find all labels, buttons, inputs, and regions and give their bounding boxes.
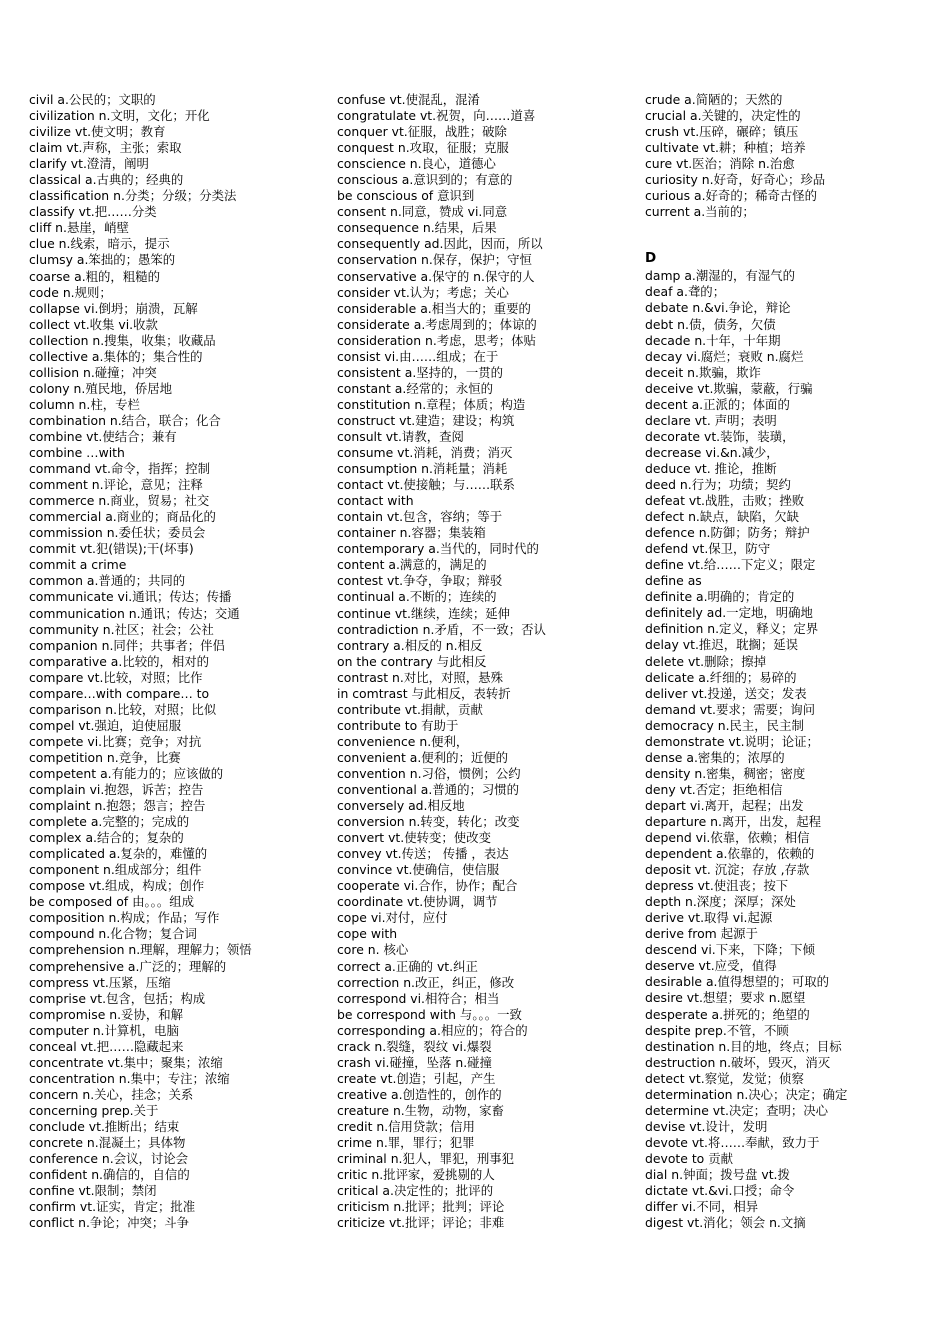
vocab-entry: command vt.命令，指挥；控制	[29, 461, 211, 477]
vocab-entry: consent n.同意，赞成 vi.同意	[337, 204, 508, 220]
vocab-entry: dependent a.依靠的，依赖的	[645, 846, 815, 862]
vocab-entry: define as	[645, 573, 702, 589]
vocab-entry: compete vi.比赛；竞争；对抗	[29, 733, 202, 749]
vocab-entry: convey vt.传送； 传播 ，表达	[337, 846, 509, 862]
vocab-entry: consistent a.坚持的，一贯的	[337, 364, 503, 380]
vocab-entry: density n.密集，稠密；密度	[645, 765, 806, 781]
vocab-entry: devote to 贡献	[645, 1150, 733, 1166]
vocab-entry: consist vi.由……组成；在于	[337, 348, 499, 364]
vocab-entry: deserve vt.应受，值得	[645, 958, 777, 974]
vocab-entry: concentrate vt.集中；聚集；浓缩	[29, 1054, 223, 1070]
vocab-entry: conclude vt.推断出；结束	[29, 1119, 180, 1134]
vocab-entry: classical a.古典的；经典的	[29, 172, 184, 188]
vocab-entry: depend vi.依靠，依赖；相信	[645, 830, 810, 846]
vocab-entry: correct a.正确的 vt.纠正	[337, 958, 478, 974]
vocab-entry: criticize vt.批评；评论；非难	[337, 1215, 505, 1231]
vocab-entry: colony n.殖民地，侨居地	[29, 380, 173, 396]
vocab-entry: companion n.同伴；共事者；伴侣	[29, 637, 225, 653]
vocab-entry: deliver vt.投递，送交；发表	[645, 685, 807, 701]
vocab-entry: in comtrast 与此相反，表转折	[337, 685, 511, 701]
vocab-entry: core n. 核心	[337, 942, 409, 958]
vocab-entry: dictate vt.&vi.口授；命令	[645, 1183, 795, 1199]
vocab-entry: crude a.简陋的；天然的	[645, 92, 783, 107]
vocab-entry: convenient a.便利的；近便的	[337, 749, 509, 765]
vocab-entry: complaint n.抱怨；怨言；控告	[29, 798, 206, 814]
vocab-entry: conscience n.良心，道德心	[337, 156, 496, 172]
vocab-entry: competition n.竞争，比赛	[29, 749, 181, 765]
vocab-entry: crucial a.关键的，决定性的	[645, 108, 801, 124]
vocab-entry: consumption n.消耗量；消耗	[337, 461, 508, 477]
vocab-entry: combine …with	[29, 445, 125, 461]
vocab-entry: criticism n.批评；批判；评论	[337, 1199, 505, 1215]
vocab-entry: competent a.有能力的；应该做的	[29, 765, 224, 781]
vocab-entry: claim vt.声称，主张；索取	[29, 140, 182, 156]
vocab-entry: clumsy a.笨拙的；愚笨的	[29, 252, 176, 268]
vocab-entry: deceit n.欺骗，欺诈	[645, 364, 761, 380]
vocab-entry: consume vt.消耗，消费；消灭	[337, 445, 513, 461]
vocab-entry: contemporary a.当代的，同时代的	[337, 541, 539, 557]
vocab-entry: departure n.离开，出发，起程	[645, 813, 822, 829]
vocab-entry: concrete n.混凝土；具体物	[29, 1135, 186, 1151]
vocab-entry: content a.满意的，满足的	[337, 557, 487, 573]
vocab-entry: demand vt.要求；需要；询问	[645, 701, 816, 717]
vocab-entry: compound n.化合物；复合词	[29, 926, 197, 942]
vocab-entry: criminal n.犯人，罪犯，刑事犯	[337, 1151, 514, 1167]
vocab-entry: definitely ad.一定地，明确地	[645, 605, 813, 621]
vocab-entry: creature n.生物，动物，家畜	[337, 1102, 504, 1118]
vocab-entry: considerable a.相当大的；重要的	[337, 300, 531, 316]
vocab-entry: deny vt.否定；拒绝相信	[645, 781, 783, 797]
vocab-entry: coordinate vt.使协调，调节	[337, 894, 498, 910]
vocab-entry: conceal vt.把……隐藏起来	[29, 1038, 184, 1054]
vocab-entry: collapse vi.倒坍；崩溃，瓦解	[29, 300, 198, 316]
vocab-entry: cliff n.悬崖，峭壁	[29, 220, 129, 236]
vocab-entry: consequently ad.因此，因而，所以	[337, 236, 543, 252]
vocab-entry: congratulate vt.祝贺，向……道喜	[337, 108, 536, 124]
vocab-entry: compel vt.强迫，迫使屈服	[29, 717, 182, 733]
vocab-entry: collision n.碰撞；冲突	[29, 364, 157, 380]
vocab-entry: column n.柱，专栏	[29, 396, 140, 412]
vocab-entry: commission n.委任状；委员会	[29, 525, 206, 541]
vocab-entry: constitution n.章程；体质；构造	[337, 396, 526, 412]
vocab-entry: comprehension n.理解，理解力；领悟	[29, 942, 252, 958]
column-3	[645, 92, 945, 1231]
vocab-entry: conquest n.攻取，征服；克服	[337, 140, 509, 156]
vocab-entry: component n.组成部分；组件	[29, 862, 202, 878]
vocab-entry: dial n.钟面；拨号盘 vt.拨	[645, 1167, 790, 1182]
vocab-entry: continual a.不断的；连续的	[337, 589, 497, 605]
vocab-entry: derive from 起源于	[645, 926, 758, 942]
vocab-entry: contrast n.对比，对照，悬殊	[337, 669, 503, 685]
vocab-entry: comprise vt.包含，包括；构成	[29, 990, 206, 1006]
column-3-entries-d	[645, 268, 945, 1231]
vocab-entry: confine vt.限制；禁闭	[29, 1183, 157, 1199]
vocab-entry: delay vt.推迟，耽搁；延误	[645, 637, 799, 653]
vocab-entry: curiosity n.好奇，好奇心；珍品	[645, 172, 826, 188]
vocab-entry: corresponding a.相应的；符合的	[337, 1022, 528, 1038]
vocab-entry: delete vt.删除；擦掉	[645, 653, 767, 669]
vocab-entry: descend vi.下来，下降；下倾	[645, 942, 815, 958]
vocab-entry: despite prep.不管，不顾	[645, 1022, 789, 1038]
vocab-entry: decay vi.腐烂；衰败 n.腐烂	[645, 348, 804, 364]
vocab-entry: desire vt.想望；要求 n.愿望	[645, 990, 806, 1006]
vocab-entry: debate n.&vi.争论，辩论	[645, 300, 791, 316]
vocab-entry: crash vi.碰撞，坠落 n.碰撞	[337, 1054, 492, 1070]
vocab-entry: communicate vi.通讯；传达；传播	[29, 589, 232, 605]
vocab-entry: desirable a.值得想望的；可取的	[645, 974, 829, 990]
vocab-entry: determination n.决心；决定；确定	[645, 1086, 848, 1102]
vocab-entry: cope vi.对付，应付	[337, 910, 448, 926]
vocab-entry: current a.当前的；	[645, 204, 755, 220]
vocab-entry: decent a.正派的；体面的	[645, 396, 790, 412]
vocab-entry: consequence n.结果，后果	[337, 220, 497, 236]
vocab-entry: be correspond with 与。。。一致	[337, 1006, 522, 1022]
vocab-entry: civilization n.文明，文化；开化	[29, 108, 210, 124]
vocab-entry: consider vt.认为；考虑；关心	[337, 284, 509, 300]
vocab-entry: clarify vt.澄清，阐明	[29, 156, 149, 172]
vocab-entry: debt n.债，债务，欠债	[645, 316, 776, 332]
vocab-entry: commit a crime	[29, 557, 127, 573]
vocab-entry: conservative a.保守的 n.保守的人	[337, 268, 535, 284]
vocab-entry: conference n.会议，讨论会	[29, 1151, 189, 1167]
vocab-entry: cure vt.医治；消除 n.治愈	[645, 156, 795, 172]
vocab-entry: desperate a.拼死的；绝望的	[645, 1006, 810, 1022]
vocab-entry: curious a.好奇的；稀奇古怪的	[645, 188, 818, 204]
column-2	[337, 92, 637, 1231]
vocab-entry: digest vt.消化；领会 n.文摘	[645, 1215, 806, 1231]
vocab-entry: depart vi.离开，起程；出发	[645, 797, 804, 813]
vocab-entry: conventional a.普通的；习惯的	[337, 782, 520, 798]
vocab-entry: critic n.批评家，爱挑剔的人	[337, 1167, 495, 1183]
vocab-entry: compose vt.组成，构成；创作	[29, 878, 205, 894]
vocab-entry: define vt.给……下定义；限定	[645, 557, 816, 573]
vocab-entry: classification n.分类；分级；分类法	[29, 188, 237, 204]
vocab-entry: declare vt. 声明；表明	[645, 412, 777, 428]
vocab-entry: credit n.信用贷款；信用	[337, 1119, 475, 1134]
vocab-entry: demonstrate vt.说明；论证；	[645, 733, 819, 749]
vocab-entry: constant a.经常的；永恒的	[337, 380, 494, 396]
vocab-entry: determine vt.决定；查明；决心	[645, 1102, 829, 1118]
vocab-entry: contribute vt.捐献，贡献	[337, 701, 483, 717]
vocab-entry: deed n.行为；功绩；契约	[645, 476, 791, 492]
vocab-entry: common a.普通的；共同的	[29, 573, 186, 589]
vocab-entry: dense a.密集的；浓厚的	[645, 749, 785, 765]
vocab-entry: communication n.通讯；传达；交通	[29, 605, 240, 621]
vocab-entry: construct vt.建造；建设；构筑	[337, 412, 515, 428]
vocab-entry: commercial a.商业的；商品化的	[29, 509, 216, 525]
vocab-entry: correction n.改正，纠正，修改	[337, 974, 515, 990]
vocab-entry: cooperate vi.合作，协作；配合	[337, 878, 518, 894]
vocab-entry: democracy n.民主，民主制	[645, 717, 804, 733]
vocab-entry: correspond vi.相符合；相当	[337, 990, 500, 1006]
vocab-entry: commerce n.商业，贸易；社交	[29, 493, 210, 509]
vocab-entry: differ vi.不同，相异	[645, 1199, 759, 1215]
vocab-entry: compare vt.比较，对照；比作	[29, 669, 203, 685]
column-1	[29, 92, 329, 1231]
vocab-entry: decade n.十年，十年期	[645, 332, 781, 348]
vocab-entry: contact vt.使接触；与……联系	[337, 477, 515, 493]
vocab-entry: compare…with compare… to	[29, 685, 210, 701]
vocab-entry: derive vt.取得 vi.起源	[645, 910, 773, 926]
vocab-entry: devise vt.设计，发明	[645, 1118, 768, 1134]
vocab-entry: on the contrary 与此相反	[337, 653, 487, 669]
section-heading-d: D	[645, 250, 657, 267]
vocab-entry: conflict n.争论；冲突；斗争	[29, 1215, 190, 1231]
vocab-entry: decrease vi.&n.减少，	[645, 444, 779, 460]
vocab-entry: definition n.定义，释义；定界	[645, 621, 819, 637]
vocab-entry: collective a.集体的；集合性的	[29, 348, 203, 364]
vocab-entry: composition n.构成；作品；写作	[29, 910, 220, 926]
vocab-entry: decorate vt.装饰，装璜，	[645, 428, 795, 444]
vocab-entry: contradiction n.矛盾，不一致；否认	[337, 621, 546, 637]
vocab-entry: confident n.确信的，自信的	[29, 1167, 190, 1183]
vocab-entry: complex a.结合的；复杂的	[29, 830, 184, 846]
vocab-entry: crush vt.压碎，碾碎；镇压	[645, 124, 799, 140]
vocab-entry: deduce vt. 推论，推断	[645, 460, 777, 476]
vocab-entry: contribute to 有助于	[337, 717, 459, 733]
vocab-entry: deceive vt.欺骗，蒙蔽，行骗	[645, 380, 813, 396]
vocab-entry: creative a.创造性的，创作的	[337, 1086, 502, 1102]
vocab-entry: commit vt.犯(错误);干(坏事)	[29, 541, 194, 557]
vocab-entry: concerning prep.关于	[29, 1102, 159, 1118]
vocab-entry: conversely ad.相反地	[337, 798, 465, 814]
vocab-entry: comprehensive a.广泛的；理解的	[29, 958, 227, 974]
vocab-entry: civil a.公民的；文职的	[29, 92, 156, 107]
vocab-entry: complete a.完整的；完成的	[29, 814, 190, 830]
vocab-entry: confuse vt.使混乱，混淆	[337, 92, 480, 107]
vocab-entry: consideration n.考虑，思考；体贴	[337, 332, 536, 348]
vocab-entry: comment n.评论，意见；注释	[29, 477, 203, 493]
vocab-entry: defend vt.保卫，防守	[645, 541, 771, 557]
vocab-entry: convert vt.使转变；使改变	[337, 830, 491, 846]
vocab-entry: convenience n.便利，	[337, 733, 469, 749]
vocab-entry: depth n.深度；深厚；深处	[645, 894, 796, 910]
vocab-entry: civilize vt.使文明；教育	[29, 124, 166, 140]
vocab-entry: code n.规则；	[29, 284, 112, 300]
vocab-entry: convention n.习俗，惯例；公约	[337, 765, 521, 781]
vocab-entry: conscious a.意识到的；有意的	[337, 172, 513, 188]
vocab-entry: compromise n.妥协，和解	[29, 1006, 184, 1022]
vocab-entry: deposit vt. 沉淀；存放 ,存款	[645, 862, 810, 878]
vocab-entry: conversion n.转变，转化；改变	[337, 814, 520, 830]
vocab-entry: combine vt.使结合；兼有	[29, 428, 177, 444]
vocab-entry: classify vt.把……分类	[29, 204, 157, 220]
vocab-entry: concentration n.集中；专注；浓缩	[29, 1070, 230, 1086]
vocab-entry: defence n.防御；防务；辩护	[645, 525, 810, 541]
vocab-entry: convince vt.使确信，使信服	[337, 862, 500, 878]
vocab-entry: comparison n.比较，对照；比似	[29, 701, 217, 717]
vocab-entry: devote vt.将……奉献，致力于	[645, 1134, 820, 1150]
vocab-entry: collection n.搜集，收集；收藏品	[29, 332, 216, 348]
vocab-entry: continue vt.继续，连续；延伸	[337, 605, 511, 621]
vocab-entry: combination n.结合，联合；化合	[29, 412, 221, 428]
vocab-entry: detect vt.察觉，发觉；侦察	[645, 1070, 804, 1086]
vocab-entry: community n.社区；社会；公社	[29, 621, 214, 637]
vocab-entry: be conscious of 意识到	[337, 188, 475, 204]
vocab-entry: delicate a.纤细的；易碎的	[645, 669, 797, 685]
vocab-entry: container n.容器；集装箱	[337, 525, 486, 541]
vocab-entry: be composed of 由。。。组成	[29, 894, 195, 910]
vocab-entry: considerate a.考虑周到的；体谅的	[337, 316, 537, 332]
vocab-entry: comparative a.比较的，相对的	[29, 653, 210, 669]
vocab-entry: defeat vt.战胜，击败；挫败	[645, 493, 805, 509]
vocab-entry: destination n.目的地，终点；目标	[645, 1038, 842, 1054]
vocab-entry: depress vt.使沮丧；按下	[645, 878, 789, 894]
vocab-entry: conservation n.保存，保护；守恒	[337, 252, 532, 268]
vocab-entry: conquer vt.征服，战胜；破除	[337, 124, 507, 140]
vocab-entry: critical a.决定性的；批评的	[337, 1183, 494, 1199]
vocab-entry: clue n.线索，暗示，提示	[29, 236, 170, 252]
vocab-entry: create vt.创造；引起，产生	[337, 1070, 496, 1086]
vocab-entry: deaf a.聋的；	[645, 284, 726, 300]
column-3-entries-c	[645, 92, 945, 220]
vocab-entry: consult vt.请教，查阅	[337, 428, 464, 444]
vocab-entry: computer n.计算机，电脑	[29, 1022, 179, 1038]
vocab-entry: destruction n.破坏，毁灭，消灭	[645, 1054, 831, 1070]
vocab-entry: concern n.关心，挂念；关系	[29, 1086, 194, 1102]
vocab-entry: contain vt.包含，容纳；等于	[337, 509, 503, 525]
vocab-entry: contrary a.相反的 n.相反	[337, 637, 483, 653]
vocab-entry: complain vi.抱怨，诉苦；控告	[29, 782, 204, 798]
vocab-entry: damp a.潮湿的，有湿气的	[645, 268, 795, 284]
vocab-entry: crack n.裂缝，裂纹 vi.爆裂	[337, 1038, 492, 1054]
vocab-entry: crime n.罪，罪行；犯罪	[337, 1135, 475, 1151]
vocab-entry: defect n.缺点，缺陷，欠缺	[645, 509, 799, 525]
vocab-entry: confirm vt.证实，肯定；批准	[29, 1199, 196, 1215]
vocab-entry: coarse a.粗的，粗糙的	[29, 268, 160, 284]
vocab-entry: contact with	[337, 493, 414, 509]
vocab-entry: cultivate vt.耕；种植；培养	[645, 140, 806, 156]
vocab-entry: cope with	[337, 926, 398, 942]
vocab-entry: complicated a.复杂的，难懂的	[29, 846, 208, 862]
vocab-entry: collect vt.收集 vi.收款	[29, 316, 158, 332]
vocab-entry: compress vt.压紧，压缩	[29, 974, 171, 990]
vocab-entry: definite a.明确的；肯定的	[645, 589, 795, 605]
vocab-entry: contest vt.争夺，争取；辩驳	[337, 573, 503, 589]
section-gap	[645, 220, 945, 248]
